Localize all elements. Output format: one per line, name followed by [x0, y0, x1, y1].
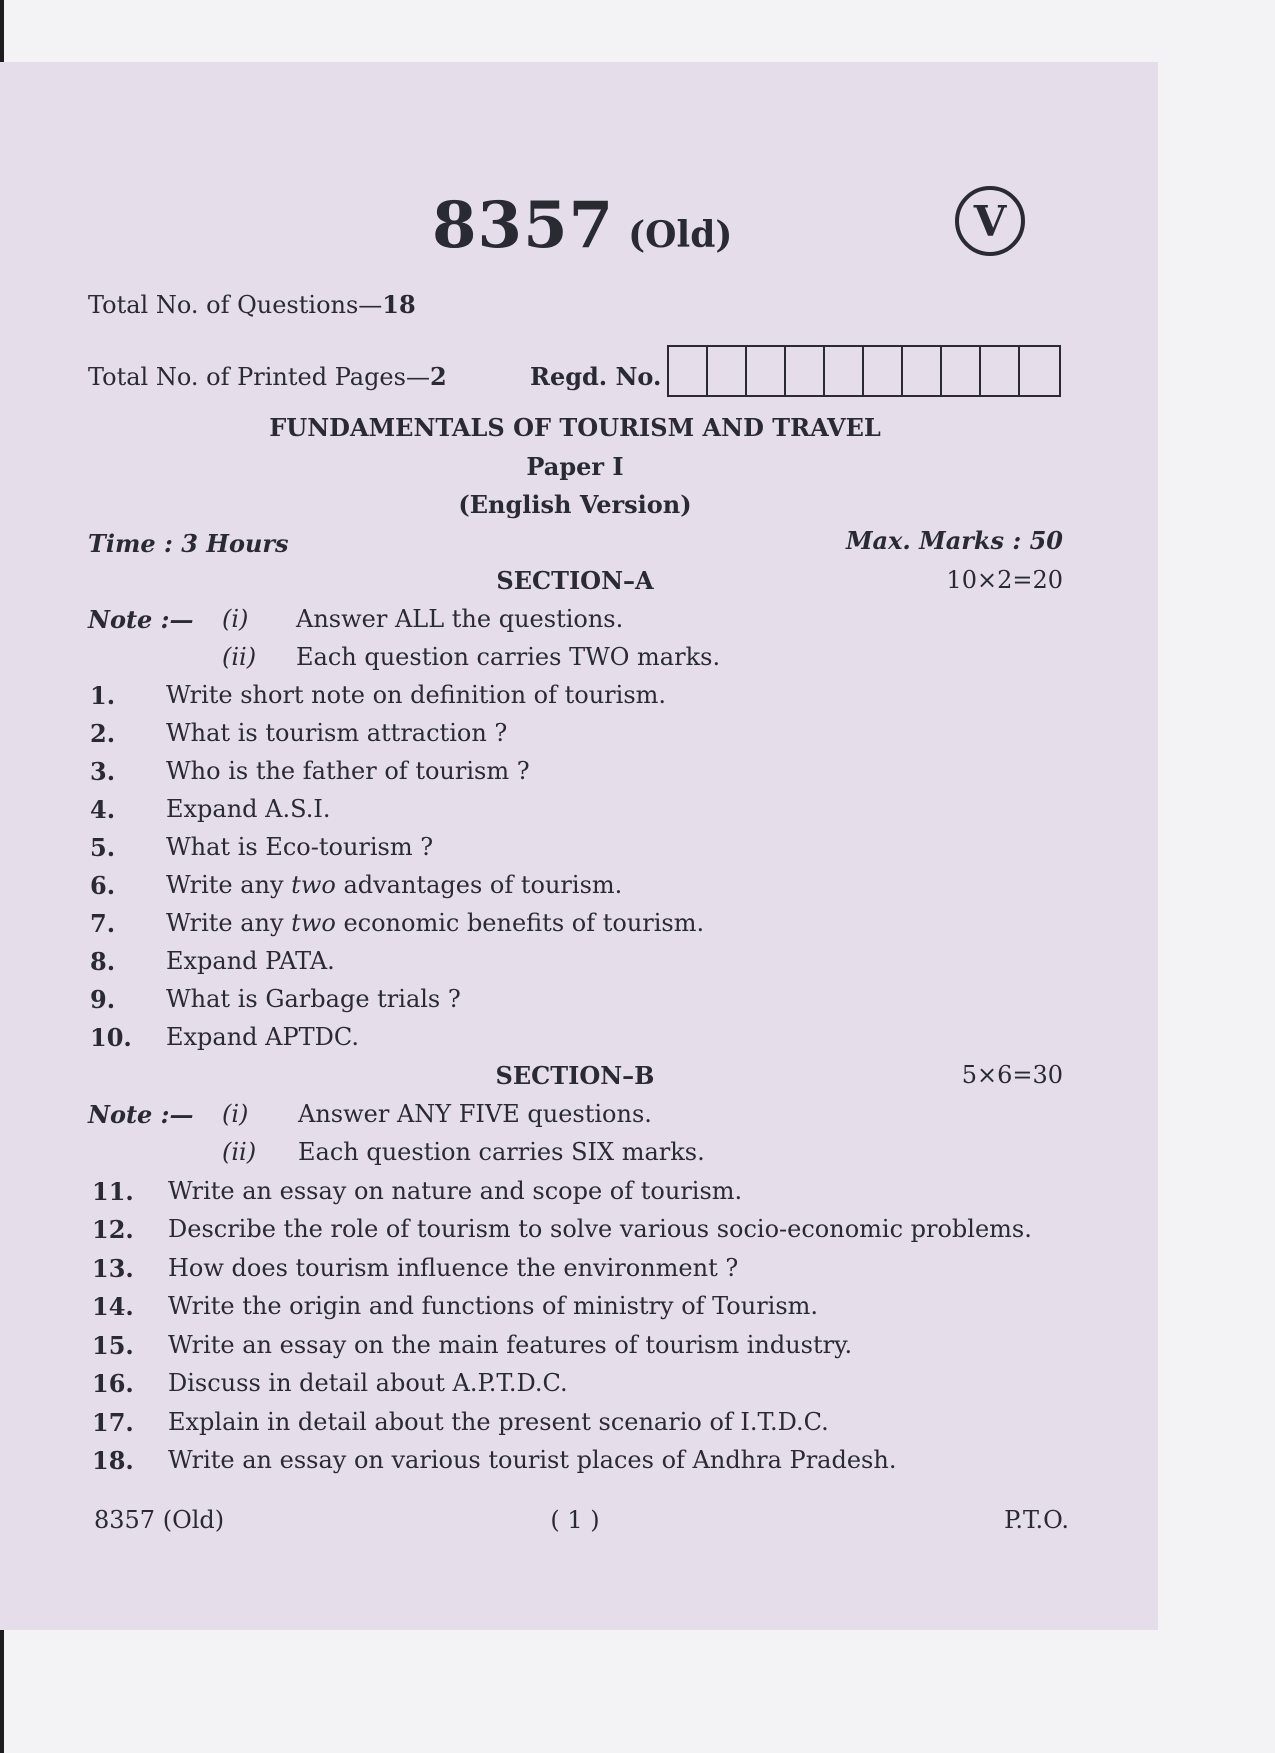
regd-box[interactable]: [942, 347, 981, 395]
question-text: Expand A.S.I.: [166, 795, 331, 823]
regd-box[interactable]: [981, 347, 1020, 395]
question-text: How does tourism influence the environment ?: [168, 1254, 739, 1282]
total-pages: Total No. of Printed Pages—2: [88, 362, 447, 391]
question-text: Write the origin and functions of ministry of Tourism.: [168, 1292, 819, 1320]
note-text: Answer ANY FIVE questions.: [298, 1100, 652, 1128]
question-number: 1.: [90, 681, 116, 710]
regd-box[interactable]: [786, 347, 825, 395]
question-text: Write any two economic benefits of tourism.: [166, 909, 705, 937]
page-number: ( 1 ): [550, 1506, 600, 1534]
note-num: (i): [222, 605, 249, 633]
question-number: 8.: [90, 947, 116, 976]
note-num: (i): [222, 1100, 249, 1128]
section-b-note-label: Note :—: [88, 1100, 194, 1129]
question-text: Who is the father of tourism ?: [166, 757, 530, 785]
total-questions: Total No. of Questions—18: [88, 290, 416, 319]
question-number: 15.: [92, 1331, 134, 1360]
question-text: What is Eco-tourism ?: [166, 833, 434, 861]
regd-number-boxes[interactable]: [667, 345, 1061, 397]
section-b-heading: SECTION–B: [495, 1061, 655, 1090]
question-number: 6.: [90, 871, 116, 900]
question-number: 12.: [92, 1215, 134, 1244]
question-number: 7.: [90, 909, 116, 938]
section-a-marks: 10×2=20: [946, 566, 1063, 594]
question-text: Explain in detail about the present scenario of I.T.D.C.: [168, 1408, 829, 1436]
question-number: 4.: [90, 795, 116, 824]
regd-box[interactable]: [747, 347, 786, 395]
question-number: 2.: [90, 719, 116, 748]
regd-box[interactable]: [825, 347, 864, 395]
version-badge: V: [955, 186, 1025, 256]
regd-box[interactable]: [1020, 347, 1059, 395]
note-num: (ii): [222, 643, 257, 671]
question-number: 3.: [90, 757, 116, 786]
regd-box[interactable]: [864, 347, 903, 395]
section-a-note-label: Note :—: [88, 605, 194, 634]
version-label: (English Version): [458, 490, 692, 519]
footer-code: 8357 (Old): [94, 1506, 225, 1534]
question-text: Write any two advantages of tourism.: [166, 871, 623, 899]
question-text: Discuss in detail about A.P.T.D.C.: [168, 1369, 568, 1397]
regd-box[interactable]: [669, 347, 708, 395]
question-text: What is Garbage trials ?: [166, 985, 461, 1013]
paper-code: 8357 (Old): [432, 188, 733, 263]
note-num: (ii): [222, 1138, 257, 1166]
max-marks: Max. Marks : 50: [845, 526, 1063, 555]
section-b-marks: 5×6=30: [961, 1061, 1063, 1089]
scan-edge-bottom: [0, 1630, 4, 1753]
regd-box[interactable]: [708, 347, 747, 395]
question-number: 17.: [92, 1408, 134, 1437]
question-text: Write an essay on nature and scope of tourism.: [168, 1177, 743, 1205]
question-number: 11.: [92, 1177, 134, 1206]
question-number: 10.: [90, 1023, 132, 1052]
regd-label: Regd. No.: [530, 362, 662, 391]
note-text: Each question carries SIX marks.: [298, 1138, 705, 1166]
question-number: 9.: [90, 985, 116, 1014]
question-text: Expand APTDC.: [166, 1023, 360, 1051]
time-allowed: Time : 3 Hours: [88, 529, 289, 558]
question-text: What is tourism attraction ?: [166, 719, 508, 747]
subject-title: FUNDAMENTALS OF TOURISM AND TRAVEL: [269, 413, 881, 442]
question-text: Describe the role of tourism to solve various socio-economic problems.: [168, 1215, 1032, 1243]
question-text: Write an essay on various tourist places of Andhra Pradesh.: [168, 1446, 897, 1474]
question-number: 14.: [92, 1292, 134, 1321]
pto-label: P.T.O.: [1004, 1506, 1069, 1534]
question-text: Write short note on definition of tourism.: [166, 681, 667, 709]
note-text: Each question carries TWO marks.: [296, 643, 721, 671]
section-a-heading: SECTION–A: [496, 566, 654, 595]
question-number: 13.: [92, 1254, 134, 1283]
question-number: 18.: [92, 1446, 134, 1475]
question-number: 16.: [92, 1369, 134, 1398]
question-text: Write an essay on the main features of tourism industry.: [168, 1331, 853, 1359]
note-text: Answer ALL the questions.: [296, 605, 624, 633]
paper-number: Paper I: [526, 452, 624, 481]
regd-box[interactable]: [903, 347, 942, 395]
question-text: Expand PATA.: [166, 947, 335, 975]
question-number: 5.: [90, 833, 116, 862]
